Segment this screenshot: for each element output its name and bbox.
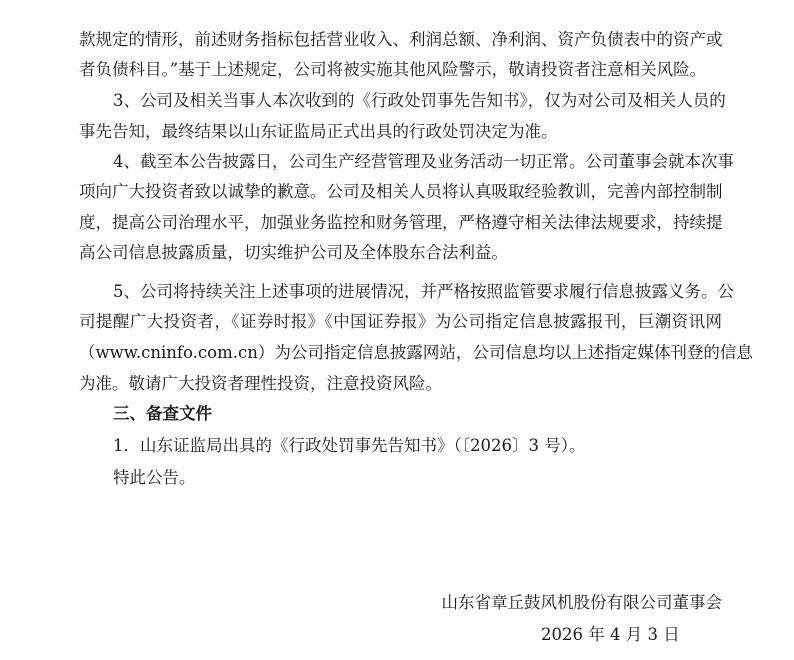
body-line: 款规定的情形，前述财务指标包括营业收入、利润总额、净利润、资产负债表中的资产或	[79, 30, 723, 49]
paragraph-5-start: 5、公司将持续关注上述事项的进展情况，并严格按照监管要求履行信息披露义务。公	[113, 282, 734, 301]
body-line: 司提醒广大投资者，《证券时报》《中国证券报》为公司指定信息披露报刊，巨潮资讯网	[79, 312, 722, 331]
body-line: 者负债科目。”基于上述规定，公司将被实施其他风险警示，敬请投资者注意相关风险。	[79, 60, 707, 79]
paragraph-4-start: 4、截至本公告披露日，公司生产经营管理及业务活动一切正常。公司董事会就本次事	[113, 152, 734, 171]
body-line: 项向广大投资者致以诚挚的歉意。公司及相关人员将认真吸取经验教训，完善内部控制制	[79, 182, 723, 201]
signature: 山东省章丘鼓风机股份有限公司董事会	[441, 593, 722, 612]
body-line: 度，提高公司治理水平，加强业务监控和财务管理，严格遵守相关法律法规要求，持续提	[79, 213, 723, 232]
body-line: 事先告知，最终结果以山东证监局正式出具的行政处罚决定为准。	[79, 122, 558, 141]
reference-item: 1．山东证监局出具的《行政处罚事先告知书》（〔2026〕3 号）。	[113, 436, 586, 455]
date: 2026 年 4 月 3 日	[541, 625, 680, 644]
closing-text: 特此公告。	[113, 468, 196, 487]
paragraph-3-start: 3、公司及相关当事人本次收到的《行政处罚事先告知书》，仅为对公司及相关人员的	[113, 91, 726, 110]
body-line: 高公司信息披露质量，切实维护公司及全体股东合法利益。	[79, 243, 508, 262]
body-line: （www.cninfo.com.cn）为公司指定信息披露网站，公司信息均以上述指定媒体刊登的信息	[79, 343, 753, 362]
body-line: 为准。敬请广大投资者理性投资，注意投资风险。	[79, 374, 442, 393]
section-heading: 三、备查文件	[113, 404, 212, 423]
